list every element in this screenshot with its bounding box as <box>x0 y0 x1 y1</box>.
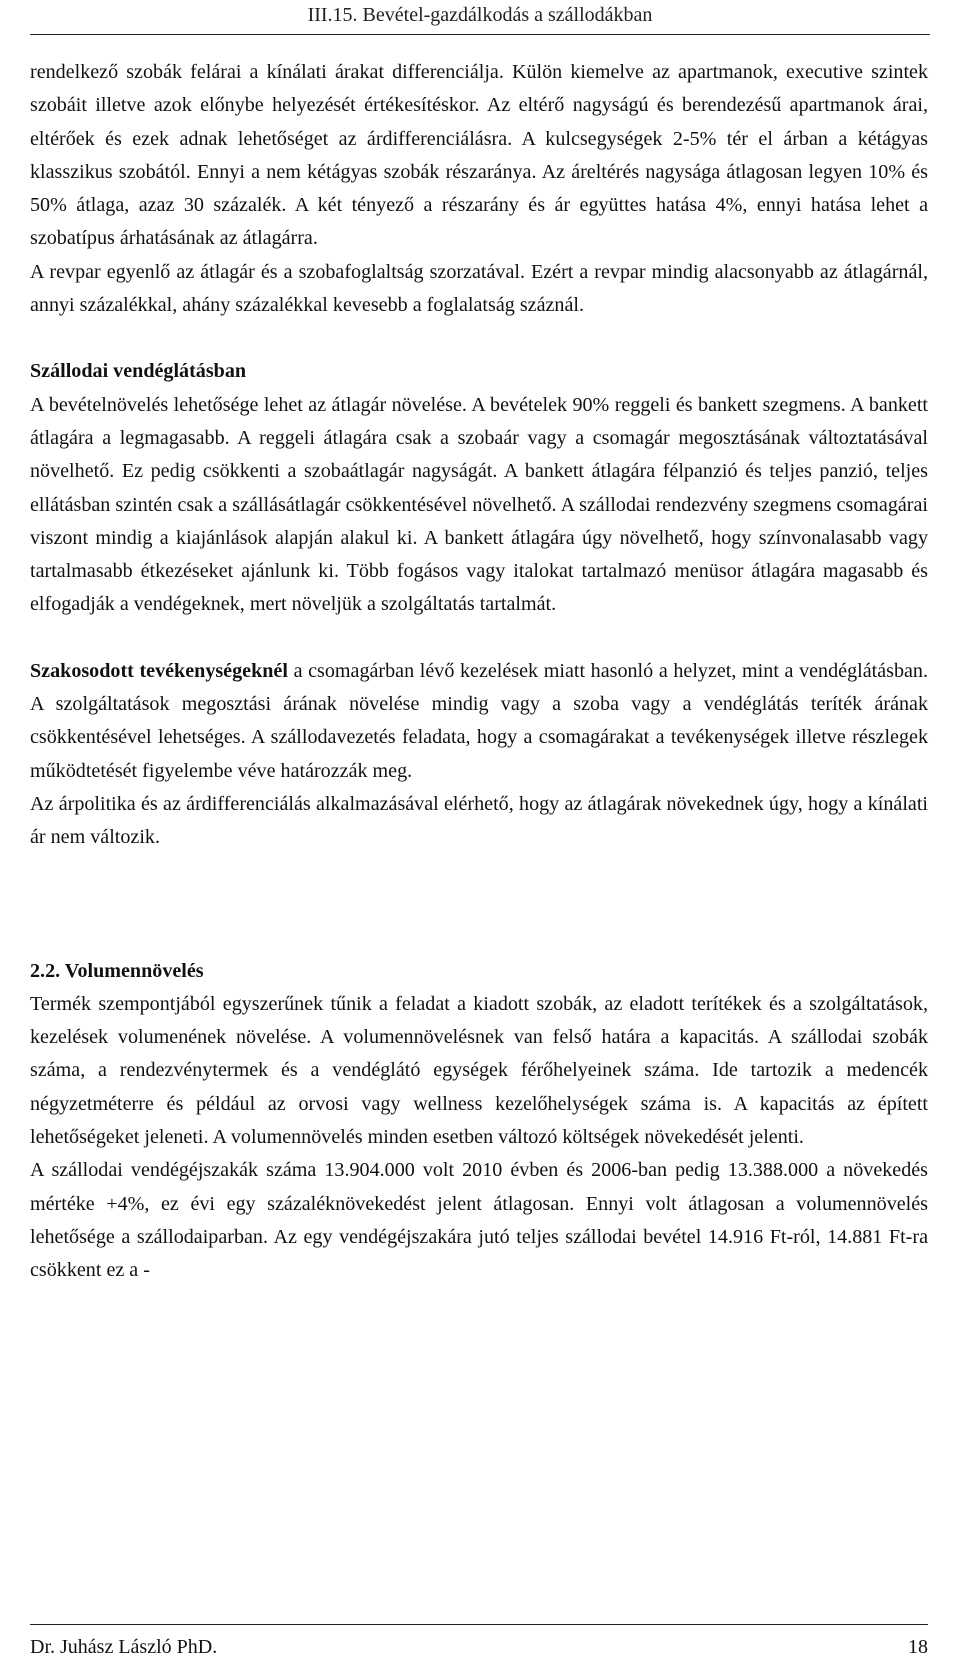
header-divider <box>30 34 930 35</box>
section-heading-hospitality: Szállodai vendéglátásban <box>30 360 247 383</box>
specialized-activities-term: Szakosodott tevékenységeknél <box>30 659 288 682</box>
page-header: III.15. Bevétel-gazdálkodás a szállodákban <box>307 4 653 26</box>
document-body <box>30 56 928 1288</box>
paragraph-price-policy: Az árpolitika és az árdifferenciálás alkalmazásával elérhető, hogy az átlagárak növekednek úgy, hogy a kínálati ár nem változik. <box>30 792 928 849</box>
specialized-activities-text: a csomagárban lévő kezelések miatt hasonló a helyzet, mint a vendéglátásban. A szolgáltatások megosztási árának növelése mindig vagy a szoba vagy a vendéglátás teríték árának csökkentésével lehetséges. A szállodavezetés feladata, hogy a csomagárakat a tevékenységek illetve részlegek működtetését figyelembe véve határozzák meg. <box>30 659 928 782</box>
footer-author: Dr. Juhász László PhD. <box>30 1636 218 1658</box>
paragraph-specialized <box>30 655 928 788</box>
footer-divider <box>30 1624 928 1625</box>
paragraph-pricing: rendelkező szobák felárai a kínálati árakat differenciálja. Külön kiemelve az apartmanok, executive szintek szobáit illetve azok előnybe helyezését értékesítéskor. Az eltérő nagyságú és berendezésű apartmanok árai, eltérőek és ezek adnak lehetőséget az árdifferenciálásra. A kulcsegységek 2-5% tér el árban a kétágyas klasszikus szobától. Ennyi a nem kétágyas szobák részaránya. Az áreltérés nagysága átlagosan legyen 10% és 50% átlaga, azaz 30 százalék. A két tényező a részarány és ár együttes hatása 4%, ennyi hatása lehet a szobatípus árhatásának az átlagárra. <box>30 61 928 250</box>
paragraph-hospitality: A bevételnövelés lehetősége lehet az átlagár növelése. A bevételek 90% reggeli és bankett szegmens. A bankett átlagára a legmagasabb. A reggeli átlagára csak a szobaár vagy a csomagár megosztásának változtatásával növelhető. Ez pedig csökkenti a szobaátlagár nagyságát. A bankett átlagára félpanzió és teljes panzió, teljes ellátásban szintén csak a szállásátlagár csökkentésével növelhető. A szállodai rendezvény szegmens csomagárai viszont mindig a kiajánlások alapján alakul ki. A bankett átlagára úgy növelhető, hogy színvonalasabb vagy tartalmasabb étkezéseket ajánlunk ki. Több fogásos vagy italokat tartalmazó menüsor átlagára magasabb és elfogadják a vendégeknek, mert növeljük a szolgáltatás tartalmát. <box>30 393 928 616</box>
page-footer <box>30 1624 928 1670</box>
paragraph-guest-nights: A szállodai vendégéjszakák száma 13.904.000 volt 2010 évben és 2006-ban pedig 13.388.000 a növekedés mértéke +4%, ez évi egy százaléknövekedést jelent átlagosan. Ennyi volt átlagosan a volumennövelés lehetősége a szállodaiparban. Az egy vendégéjszakára jutó teljes szállodai bevétel 14.916 Ft-ról, 14.881 Ft-ra csökkent ez a - <box>30 1159 928 1282</box>
section-heading-volume: 2.2. Volumennövelés <box>30 959 204 982</box>
paragraph-spacer <box>30 622 928 655</box>
paragraph-revpar: A revpar egyenlő az átlagár és a szobafoglaltság szorzatával. Ezért a revpar mindig alacsonyabb az átlagárnál, annyi százalékkal, ahány százalékkal kevesebb a foglalatság száznál. <box>30 260 928 317</box>
paragraph-volume: Termék szempontjából egyszerűnek tűnik a feladat a kiadott szobák, az eladott terítékek és a szolgáltatások, kezelések volumenének növelése. A volumennövelésnek van felső határa a kapacitás. A szállodai szobák száma, a rendezvénytermek és a vendéglátó egységek férőhelyeinek száma. Ide tartozik a medencék négyzetméterre és például az orvosi vagy wellness kezelőhelységek száma is. A kapacitás az épített lehetőségeket jeleneti. A volumennövelés minden esetben változó költségek növekedését jelenti. <box>30 992 928 1149</box>
section-spacer <box>30 855 928 955</box>
page-number: 18 <box>908 1636 928 1658</box>
paragraph-spacer <box>30 322 928 355</box>
